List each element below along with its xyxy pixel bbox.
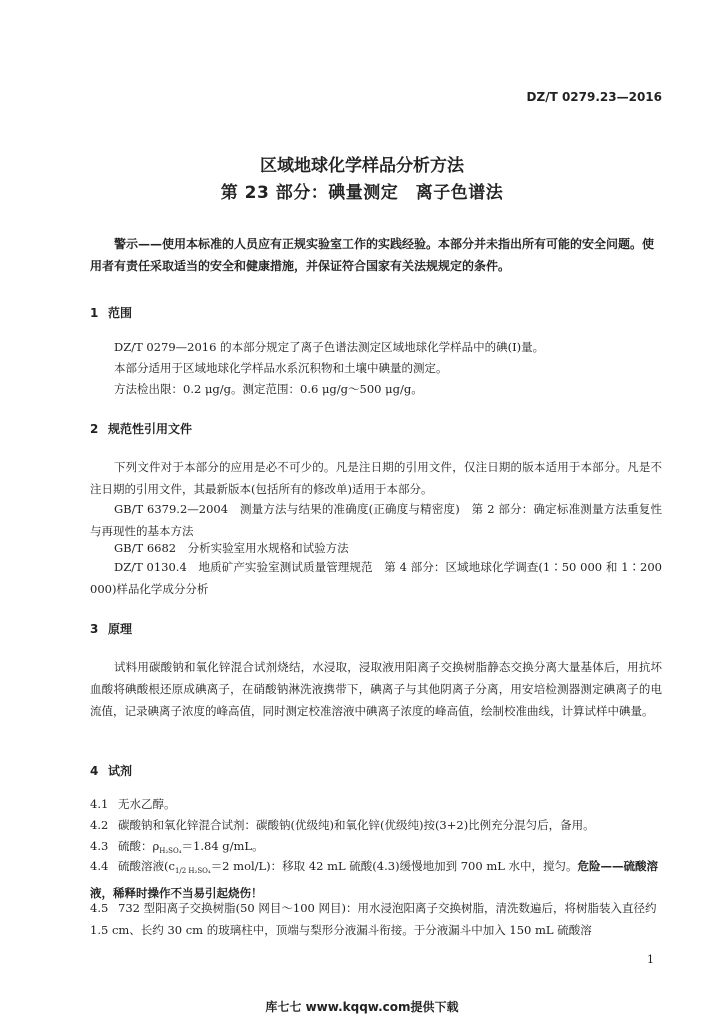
standard-code: DZ/T 0279.23—2016 bbox=[526, 90, 662, 104]
reference-2: GB/T 6682 分析实验室用水规格和试验方法 bbox=[114, 541, 349, 555]
scope-line-1: DZ/T 0279—2016 的本部分规定了离子色谱法测定区域地球化学样品中的碘(I)量。 bbox=[114, 340, 545, 354]
reagent-item-4-4: 4.4 硫酸溶液($c_{1/2 H_2SO_4}=2$ mol/L)：移取 42 mL 硫酸(4.3)缓慢地加到 700 mL 水中，搅匀。危险——硫酸溶液，稀释时操作不当易引起烧伤！ bbox=[90, 859, 659, 900]
page-number: 1 bbox=[647, 953, 654, 966]
reagent-item-4-2: 4.2 碳酸钠和氧化锌混合试剂：碳酸钠(优级纯)和氧化锌(优级纯)按(3+2)比例充分混匀后，备用。 bbox=[90, 818, 595, 832]
warning-paragraph: 警示——使用本标准的人员应有正规实验室工作的实践经验。本部分并未指出所有可能的安全问题。使用者有责任采取适当的安全和健康措施，并保证符合国家有关法规规定的条件。 bbox=[90, 237, 655, 273]
references-intro: 下列文件对于本部分的应用是必不可少的。凡是注日期的引用文件，仅注日期的版本适用于本部分。凡是不注日期的引用文件，其最新版本(包括所有的修改单)适用于本部分。 bbox=[90, 460, 662, 496]
section-heading-2: 2 规范性引用文件 bbox=[90, 422, 193, 436]
section-heading-4: 4 试剂 bbox=[90, 764, 133, 778]
scope-line-2: 本部分适用于区域地球化学样品水系沉积物和土壤中碘量的测定。 bbox=[114, 361, 448, 375]
document-subtitle: 第 23 部分：碘量测定 离子色谱法 bbox=[220, 183, 504, 203]
reference-3: DZ/T 0130.4 地质矿产实验室测试质量管理规范 第 4 部分：区域地球化学调查(1∶50 000 和 1∶200 000)样品化学成分分析 bbox=[90, 560, 662, 596]
danger-warning: 危险——硫酸溶液，稀释时操作不当易引起烧伤！ bbox=[90, 859, 659, 900]
footer-download-note: 库七七 www.kqqw.com提供下载 bbox=[265, 1000, 459, 1014]
scope-line-3: 方法检出限：0.2 μg/g。测定范围：0.6 μg/g～500 μg/g。 bbox=[114, 382, 423, 396]
section-heading-1: 1 范围 bbox=[90, 306, 133, 320]
reagent-item-4-3: 4.3 硫酸：$\rho_{H_2SO_4}=1.84$ g/mL。 bbox=[90, 839, 264, 855]
reference-1: GB/T 6379.2—2004 测量方法与结果的准确度(正确度与精密度) 第 2 部分：确定标准测量方法重复性与再现性的基本方法 bbox=[90, 502, 662, 538]
section-heading-3: 3 原理 bbox=[90, 622, 133, 636]
reagent-item-4-1: 4.1 无水乙醇。 bbox=[90, 797, 176, 811]
principle-paragraph: 试料用碳酸钠和氧化锌混合试剂烧结，水浸取，浸取液用阳离子交换树脂静态交换分离大量基体后，用抗坏血酸将碘酸根还原成碘离子，在硝酸钠淋洗液携带下，碘离子与其他阴离子分离，用安培检测器测定碘离子的电流值，记录碘离子浓度的峰高值，同时测定校准溶液中碘离子浓度的峰高值，绘制校准曲线，计算试样中碘量。 bbox=[90, 660, 662, 718]
reagent-item-4-5: 4.5 732 型阳离子交换树脂(50 网目～100 网目)：用水浸泡阳离子交换树脂，清洗数遍后，将树脂装入直径约 1.5 cm、长约 30 cm 的玻璃柱中，顶端与梨形分液漏斗衔接。于分液漏斗中加入 150 mL 硫酸溶 bbox=[90, 901, 657, 937]
document-title: 区域地球化学样品分析方法 bbox=[260, 156, 464, 176]
